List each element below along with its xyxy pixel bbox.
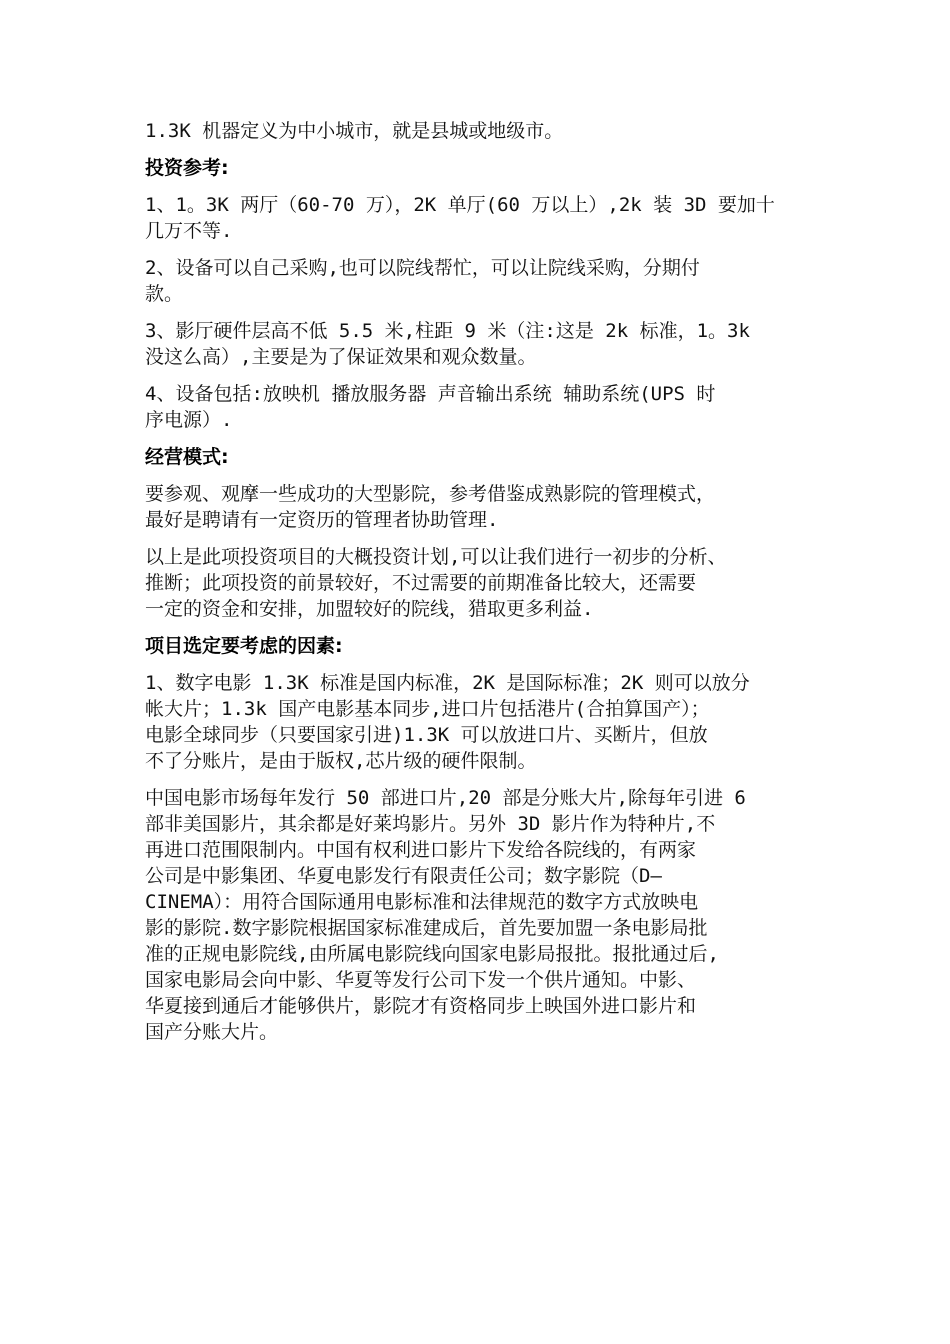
text-line: 国家电影局会向中影、华夏等发行公司下发一个供片通知。中影、: [145, 969, 697, 991]
text-line: 公司是中影集团、华夏电影发行有限责任公司；数字影院（D—: [145, 865, 662, 887]
section-heading-investment: 投资参考:: [145, 157, 229, 179]
factors-paragraph-2: [145, 785, 810, 1045]
text-line: 1.3K 机器定义为中小城市，就是县城或地级市。: [145, 120, 564, 142]
text-line: 几万不等.: [145, 220, 233, 242]
text-line: 部非美国影片，其余都是好莱坞影片。另外 3D 影片作为特种片,不: [145, 813, 716, 835]
text-line: 最好是聘请有一定资历的管理者协助管理.: [145, 509, 499, 531]
text-line: 帐大片；1.3k 国产电影基本同步,进口片包括港片(合拍算国产）；: [145, 698, 710, 720]
text-line: 电影全球同步（只要国家引进)1.3K 可以放进口片、买断片，但放: [145, 724, 708, 746]
factors-paragraph-1: [145, 670, 810, 774]
text-line: 4、设备包括:放映机 播放服务器 声音输出系统 辅助系统(UPS 时: [145, 383, 716, 405]
text-line: 一定的资金和安排，加盟较好的院线，猎取更多利益.: [145, 598, 594, 620]
text-line: 要参观、观摩一些成功的大型影院，参考借鉴成熟影院的管理模式，: [145, 483, 716, 505]
investment-item-3: [145, 318, 810, 370]
text-line: 没这么高）,主要是为了保证效果和观众数量。: [145, 346, 537, 368]
text-line: 推断；此项投资的前景较好，不过需要的前期准备比较大，还需要: [145, 572, 697, 594]
text-line: 中国电影市场每年发行 50 部进口片,20 部是分账大片,除每年引进 6: [145, 787, 746, 809]
intro-paragraph: [145, 118, 810, 144]
investment-item-2: [145, 255, 810, 307]
text-line: 3、影厅硬件层高不低 5.5 米,柱距 9 米（注:这是 2k 标准，1。3k: [145, 320, 750, 342]
section-heading-operation: 经营模式:: [145, 446, 229, 468]
text-line: 准的正规电影院线,由所属电影院线向国家电影局报批。报批通过后,: [145, 943, 719, 965]
text-line: 华夏接到通后才能够供片，影院才有资格同步上映国外进口影片和: [145, 995, 697, 1017]
text-line: 以上是此项投资项目的大概投资计划,可以让我们进行一初步的分析、: [145, 546, 727, 568]
operation-paragraph-2: [145, 544, 810, 622]
document-body: [145, 118, 810, 1056]
text-line: 1、数字电影 1.3K 标准是国内标准，2K 是国际标准；2K 则可以放分: [145, 672, 750, 694]
text-line: 再进口范围限制内。中国有权利进口影片下发给各院线的，有两家: [145, 839, 697, 861]
section-heading-factors: 项目选定要考虑的因素:: [145, 635, 343, 657]
text-line: CINEMA）：用符合国际通用电影标准和法律规范的数字方式放映电: [145, 891, 699, 913]
text-line: 款。: [145, 283, 184, 305]
text-line: 国产分账大片。: [145, 1021, 279, 1043]
text-line: 序电源）.: [145, 409, 233, 431]
text-line: 1、1。3K 两厅（60-70 万），2K 单厅(60 万以上）,2k 装 3D 要加十: [145, 194, 775, 216]
investment-item-4: [145, 381, 810, 433]
text-line: 2、设备可以自己采购,也可以院线帮忙，可以让院线采购，分期付: [145, 257, 700, 279]
text-line: 不了分账片，是由于版权,芯片级的硬件限制。: [145, 750, 537, 772]
operation-paragraph-1: [145, 481, 810, 533]
investment-item-1: [145, 192, 810, 244]
text-line: 影的影院.数字影院根据国家标准建成后，首先要加盟一条电影局批: [145, 917, 708, 939]
